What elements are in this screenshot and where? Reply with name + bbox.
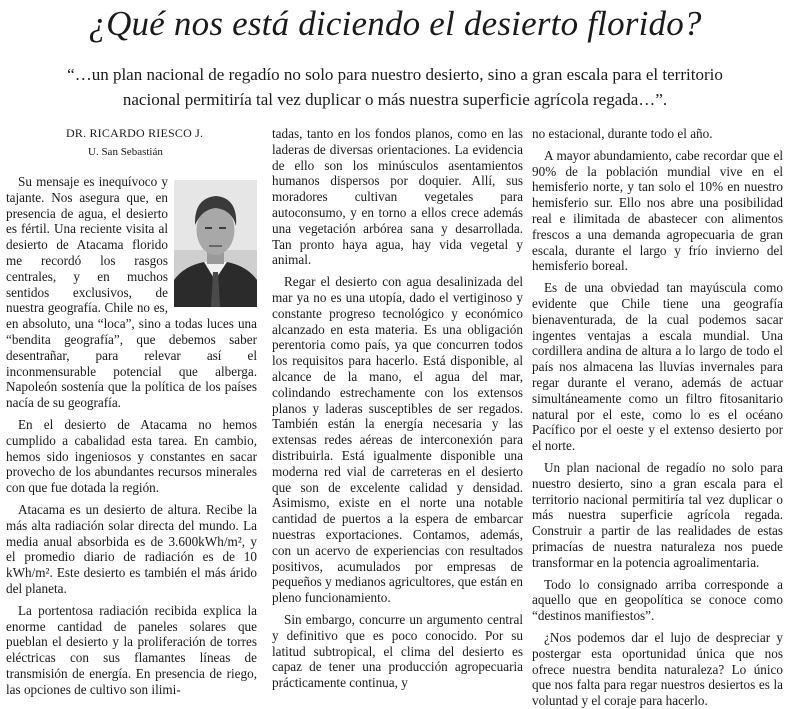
- paragraph: Es de una obviedad tan mayúscula como evidente que Chile tiene una geografía bienaventurada, de la cual podemos sacar ingentes ventajas a escala mundial. Una cordillera andina de altura a lo largo de todo el país nos almacena las lluvias invernales para regar durante el verano, además de actuar simultáneamente como un filtro fitosanitario natural por el este, como lo es el océano Pacífico por el oeste y el extenso desierto por el norte.: [532, 280, 783, 454]
- author-affiliation: U. San Sebastián: [88, 146, 163, 158]
- paragraph: A mayor abundamiento, cabe recordar que el 90% de la población mundial vive en el hemisferio norte, y tan solo el 10% en nuestro hemisferio sur. Ello nos abre una posibilidad real e ilimitada de abastecer con alimentos frescos a una demanda agropecuaria de gran escala, durante el largo y frío invierno del hemisferio boreal.: [532, 147, 783, 274]
- author-photo: [174, 180, 257, 307]
- article-deck-quote: “…un plan nacional de regadío no solo para nuestro desierto, sino a gran escala para el territorio nacional permitiría tal vez duplicar o más nuestra superficie agrícola regada…”.: [67, 65, 723, 109]
- paragraph: En el desierto de Atacama no hemos cumplido a cabalidad esta tarea. En cambio, hemos sido ingeniosos y constantes en sacar provecho de los abundantes recursos minerales con que fue dotada la región.: [6, 416, 257, 496]
- paragraph: Todo lo consignado arriba corresponde a aquello que en geopolítica se conoce como “destinos manifiestos”.: [532, 576, 783, 624]
- paragraph: Sin embargo, concurre un argumento central y definitivo que es poco conocido. Por su latitud subtropical, el clima del desierto es capaz de tener una producción agropecuaria prácticamente continua, y: [272, 611, 523, 691]
- author-name: DR. RICARDO RIESCO J.: [66, 126, 204, 140]
- paragraph: La portentosa radiación recibida explica la enorme cantidad de paneles solares que pueblan el desierto y la proliferación de torres eléctricas con sus flamantes líneas de transmisión de energía. En presencia de riego, las opciones de cultivo son ilimi-: [6, 602, 257, 697]
- byline: [6, 126, 257, 160]
- paragraph: Un plan nacional de regadío no solo para nuestro desierto, sino a gran escala para el territorio nacional permitiría tal vez duplicar o más nuestra superficie agrícola regada. Construir a partir de las realidades de estas primacías de nuestra naturaleza nos puede transformar en la potencia agroalimentaria.: [532, 459, 783, 570]
- paragraph: Su mensaje es inequívoco y tajante. Nos asegura que, en presencia de agua, el desierto es fértil. Una reciente visita al desierto de Atacama florido me recordó los rasgos centrales, y en muchos sentidos exclusivos, de nuestra geografía. Chile no es, en absoluto, una “loca”, sino a todas luces una “bendita geografía”, que debemos saber desentrañar, para relevar así el inconmensurable potencial que alberga. Napoleón sostenía que la política de los países nacía de su geografía.: [6, 174, 257, 411]
- paragraph: ¿Nos podemos dar el lujo de despreciar y postergar esta oportunidad única que nos ofrece nuestra bendita naturaleza? Lo único que nos falta para regar nuestros desiertos es la voluntad y el coraje para hacerlo.: [532, 629, 783, 709]
- article-column-3: [532, 126, 783, 709]
- paragraph: tadas, tanto en los fondos planos, como en las laderas de diversas orientaciones. La evidencia de ello son los minúsculos asentamientos humanos dispersos por doquier. Allí, sus moradores cultivan vegetales para autoconsumo, y en torno a ellos crece además una vegetación arbórea sana y desarrollada. Tan pronto haya agua, hay vida vegetal y animal.: [272, 126, 523, 268]
- paragraph: no estacional, durante todo el año.: [532, 126, 713, 141]
- article-column-2: [272, 126, 523, 691]
- article-column-1: [6, 126, 257, 697]
- article-title: ¿Qué nos está diciendo el desierto florido?: [88, 4, 702, 43]
- paragraph: Regar el desierto con agua desalinizada del mar ya no es una utopía, dado el vertiginoso y constante progreso tecnológico y económico alcanzado en esta materia. Es una obligación perentoria como país, ya que concurren todos los requisitos para hacerlo. Está disponible, al alcance de la mano, el agua del mar, colindando estrechamente con los extensos planos y laderas susceptibles de ser regados. También están la energía necesaria y las extensas redes aéreas de interconexión para distribuirla. Está igualmente disponible una moderna red vial de carreteras en el desierto que son de excelente calidad y densidad. Asimismo, existe en el norte una notable cantidad de puertos a la espera de embarcar nuestras exportaciones. Contamos, además, con un acervo de experiencias con resultados positivos, acumulados por empresas de pequeños y medianos agricultores, que están en pleno funcionamiento.: [272, 274, 523, 606]
- paragraph: Atacama es un desierto de altura. Recibe la más alta radiación solar directa del mundo. La media anual absorbida es de 3.600kWh/m², y el promedio diario de radiación es de 10 kWh/m². Este desierto es también el más árido del planeta.: [6, 501, 257, 596]
